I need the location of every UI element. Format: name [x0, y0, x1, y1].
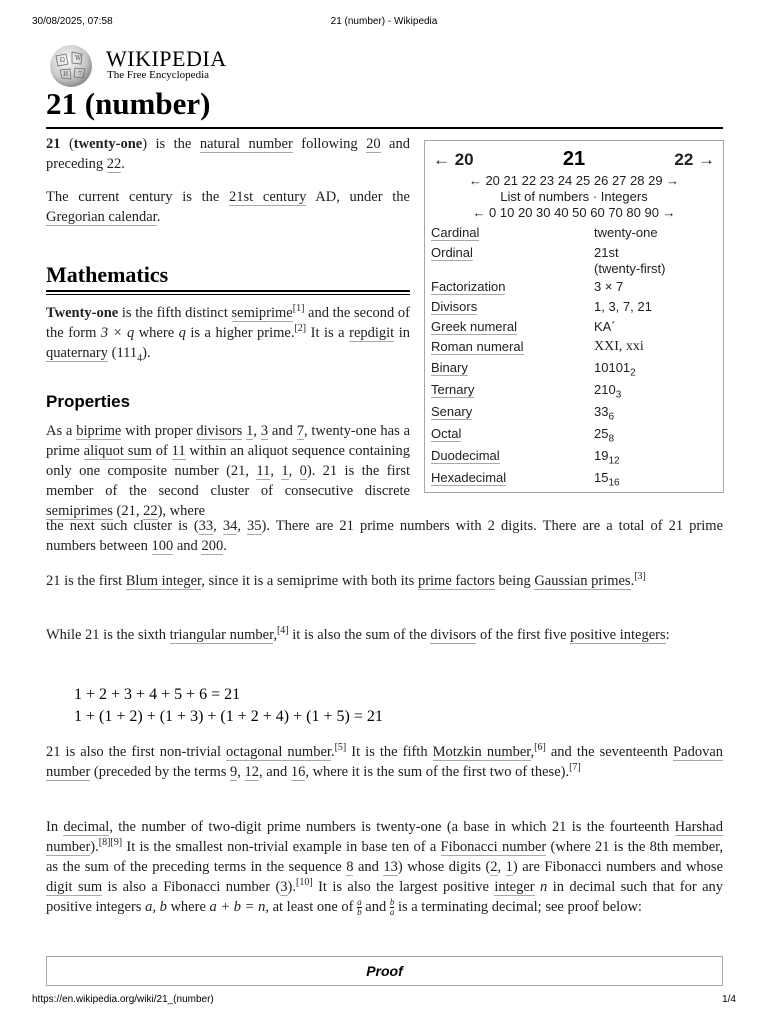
print-datetime: 30/08/2025, 07:58: [32, 16, 113, 27]
link-triangular-number[interactable]: triangular number: [169, 627, 274, 643]
ref-3[interactable]: [3]: [634, 571, 646, 583]
link-gaussian-primes[interactable]: Gaussian primes: [534, 573, 631, 589]
link-padovan-number[interactable]: Padovan number: [46, 744, 724, 780]
section-heading-mathematics: Mathematics: [46, 262, 169, 287]
link-8[interactable]: 8: [346, 859, 354, 875]
link-semiprime[interactable]: semiprime: [231, 305, 293, 321]
link-0-seq[interactable]: 0: [299, 463, 307, 479]
subsection-heading-properties: Properties: [46, 392, 131, 411]
page-title: 21 (number): [46, 86, 211, 121]
ref-5[interactable]: [5]: [334, 742, 347, 754]
link-9[interactable]: 9: [230, 764, 238, 780]
ref-2[interactable]: [2]: [294, 323, 307, 335]
link-1[interactable]: 1: [246, 423, 254, 439]
link-fibonacci-number[interactable]: Fibonacci number: [440, 839, 547, 855]
infobox-sequence-nav[interactable]: ← 20 21 22 23 24 25 26 27 28 29 →: [468, 173, 680, 188]
link-divisors[interactable]: divisors: [196, 423, 243, 439]
link-gregorian-calendar[interactable]: Gregorian calendar: [46, 209, 157, 225]
mathematics-paragraph: Twenty-one is the fifth distinct semiprime[1] and the second of the form 3 × q where q is a higher prime.[2] It is a repdigit in quaternary $(111_4)$.: [46, 303, 410, 364]
link-octagonal-number[interactable]: octagonal number: [226, 744, 331, 760]
link-1-seq[interactable]: 1: [281, 463, 289, 479]
link-repdigit[interactable]: repdigit: [349, 325, 395, 341]
ref-4[interactable]: [4]: [276, 625, 289, 637]
link-22-seq[interactable]: 22: [143, 503, 158, 519]
link-digit-sum[interactable]: digit sum: [46, 879, 103, 895]
link-quaternary[interactable]: quaternary: [46, 345, 108, 361]
link-20[interactable]: 20: [366, 136, 381, 152]
wikipedia-tagline: The Free Encyclopedia: [107, 69, 210, 81]
link-33[interactable]: 33: [198, 518, 214, 534]
wikipedia-wordmark[interactable]: WIKIPEDIA: [106, 46, 227, 71]
link-21st-century[interactable]: 21st century: [229, 189, 307, 205]
infobox-current-number: 21: [562, 148, 586, 170]
print-page-number: 1/4: [722, 994, 736, 1005]
section-divider: [46, 290, 410, 292]
blum-paragraph: 21 is the first Blum integer, since it is a semiprime with both its prime factors being Gaussian primes.[3]: [46, 571, 646, 589]
print-url: https://en.wikipedia.org/wiki/21_(number): [32, 994, 214, 1005]
triangular-paragraph: While 21 is the sixth triangular number,[4] it is also the sum of the divisors of the first five positive integers:: [46, 625, 670, 643]
equation-2: 1 + (1 + 2) + (1 + 3) + (1 + 2 + 4) + (1 + 5) = 21: [74, 708, 383, 725]
link-aliquot-sum[interactable]: aliquot sum: [83, 443, 152, 459]
svg-text:Ω: Ω: [60, 57, 65, 64]
link-100[interactable]: 100: [151, 538, 174, 554]
fraction-a-over-b: $\frac{a}{b}$: [357, 897, 362, 918]
link-2[interactable]: 2: [490, 859, 498, 875]
decimal-paragraph: In decimal, the number of two-digit prime numbers is twenty-one (a base in which 21 is the fourteenth Harshad number).[8][9] It is the smallest non-trivial example in base ten of a Fibonacci number (where 21 is the 8th member, as the sum of the preceding terms in the sequence 8 and 13) whose digits (2, 1) are Fibonacci numbers and whose digit sum is also a Fibonacci number (3).[10] It is also the largest positive integer n in decimal such that for any positive integers a, b where a + b = n, at least one of $\frac{a}{b}$ and $\frac{b}{a}$ is a terminating decimal; see proof below:: [46, 819, 724, 918]
link-13[interactable]: 13: [383, 859, 398, 875]
link-35[interactable]: 35: [247, 518, 262, 534]
properties-paragraph-1-continued: the next such cluster is (33, 34, 35). There are 21 prime numbers with 2 digits. There are a total of 21 prime numbers between 100 and 200.: [46, 518, 724, 554]
infobox-next-link[interactable]: 22 →: [674, 150, 715, 169]
ref-10[interactable]: [10]: [296, 877, 313, 889]
link-12[interactable]: 12: [244, 764, 260, 780]
link-1-digit[interactable]: 1: [505, 859, 513, 875]
link-integer[interactable]: integer: [494, 879, 535, 895]
properties-paragraph-1: As a biprime with proper divisors 1, 3 and 7, twenty-one has a prime aliquot sum of 11 within an aliquot sequence containing only one composite number (21, 11, 1, 0). 21 is the first member of the second cluster of consecutive discrete semiprimes (21, 22), where: [46, 423, 411, 519]
proof-collapsible-header[interactable]: Proof: [46, 956, 723, 986]
link-22[interactable]: 22: [106, 156, 122, 172]
link-semiprimes[interactable]: semiprimes: [46, 503, 113, 519]
infobox-tens-nav[interactable]: ← 0 10 20 30 40 50 60 70 80 90 →: [472, 205, 676, 220]
link-prime-factors[interactable]: prime factors: [417, 573, 495, 589]
link-blum-integer[interactable]: Blum integer: [125, 573, 202, 589]
svg-text:W: W: [75, 55, 82, 62]
title-divider: [46, 127, 723, 129]
link-natural-number[interactable]: natural number: [199, 136, 293, 152]
link-11[interactable]: 11: [171, 443, 186, 459]
octagonal-paragraph: 21 is also the first non-trivial octagonal number.[5] It is the fifth Motzkin number,[6] and the seventeenth Padovan number (preceded by the terms 9, 12, and 16, where it is the sum of the first two of these).[7]: [46, 742, 724, 780]
link-200[interactable]: 200: [201, 538, 224, 554]
print-title: 21 (number) - Wikipedia: [330, 16, 438, 27]
link-16[interactable]: 16: [290, 764, 306, 780]
section-divider-thin: [46, 294, 410, 295]
infobox: ← 20 21 22 → ← 20 21 22 23 24 25 26 27 28 29 → List of numbers · Integers ← 0 10 20 30 40 50 60 70 80 90 → Cardinal twenty-one Ordinal 21st (twenty-first) Factorization 3 × 7 Divisors 1, 3, 7, 21 Greek numeral ΚΑ´ Roman numeral XXI, xxi Binary $10101_2$ Ternary $210_3$ Senary $33_6$ Octal $25_8$ Duodecimal $19_{12}$ Hexadecimal $15_{16}$: [424, 140, 724, 493]
intro-paragraph-2: The current century is the 21st century AD, under the Gregorian calendar.: [46, 189, 410, 225]
link-decimal[interactable]: decimal: [63, 819, 110, 835]
ref-6[interactable]: [6]: [534, 742, 546, 754]
fraction-b-over-a: $\frac{b}{a}$: [389, 897, 395, 918]
link-positive-integers[interactable]: positive integers: [570, 627, 666, 643]
infobox-nav: [433, 148, 715, 170]
link-11-seq[interactable]: 11: [256, 463, 271, 479]
intro-paragraph-1: 21 (twenty-one) is the natural number following 20 and preceding 22.: [46, 136, 410, 172]
link-3[interactable]: 3: [260, 423, 269, 439]
link-3-fib[interactable]: 3: [280, 879, 288, 895]
link-motzkin-number[interactable]: Motzkin number: [432, 744, 531, 760]
wikipedia-globe-icon[interactable]: [46, 44, 96, 88]
link-harshad-number[interactable]: Harshad number: [46, 819, 723, 855]
link-34[interactable]: 34: [222, 518, 238, 534]
link-7[interactable]: 7: [296, 423, 304, 439]
infobox-prev-link[interactable]: ← 20: [433, 150, 474, 169]
svg-text:И: И: [63, 71, 69, 78]
infobox-list-links[interactable]: List of numbers · Integers: [500, 189, 648, 204]
ref-9[interactable]: [9]: [110, 837, 123, 849]
ref-7[interactable]: [7]: [569, 762, 581, 774]
link-biprime[interactable]: biprime: [76, 423, 122, 439]
ref-8[interactable]: [8]: [98, 837, 111, 849]
svg-text:ウ: ウ: [77, 70, 84, 77]
equation-1: 1 + 2 + 3 + 4 + 5 + 6 = 21: [74, 686, 241, 703]
ref-1[interactable]: [1]: [292, 303, 305, 315]
link-divisors-2[interactable]: divisors: [430, 627, 477, 643]
